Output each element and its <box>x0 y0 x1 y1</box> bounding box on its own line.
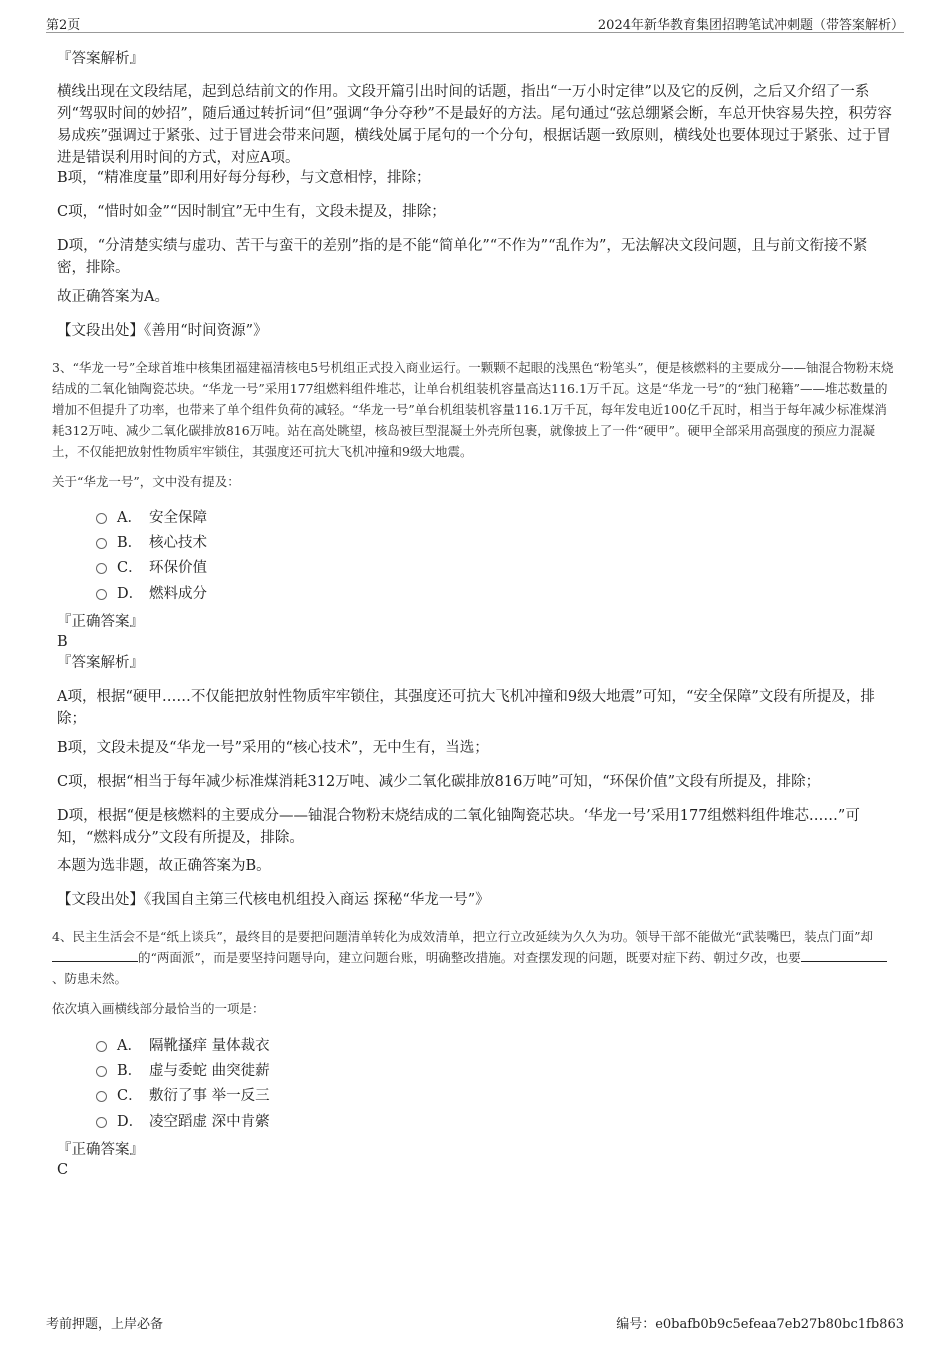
option-label: D． <box>117 1114 144 1130</box>
document-title: 2024年新华教育集团招聘笔试冲刺题（带答案解析） <box>597 18 904 33</box>
option-label: A． <box>117 510 142 526</box>
q3-analysis-c: C项，根据“相当于每年减少标准煤消耗312万吨、减少二氧化碳排放816万吨”可知，“环保价值”文段有所提及，排除； <box>57 774 821 790</box>
option-label: A． <box>117 1038 142 1054</box>
option-text: 虚与委蛇 曲突徙薪 <box>149 1063 270 1079</box>
q3-option-b[interactable] <box>96 532 207 554</box>
radio-icon[interactable] <box>96 563 107 574</box>
radio-icon[interactable] <box>96 1117 107 1128</box>
option-label: B． <box>117 535 143 551</box>
q3-analysis-b: B项，文段未提及“华龙一号”采用的“核心技术”，无中生有，当选； <box>57 740 489 756</box>
q4-option-a[interactable] <box>96 1035 270 1057</box>
q3-answer: B <box>57 634 68 650</box>
q3-analysis-d: D项，根据“便是核燃料的主要成分——铀混合物粉末烧结成的二氧化铀陶瓷芯块。‘华龙一号’采用177组燃料组件堆芯……”可知，“燃料成分”文段有所提及，排除。 <box>57 808 860 846</box>
page-header <box>46 14 904 33</box>
radio-icon[interactable] <box>96 538 107 549</box>
page-number: 第2页 <box>46 18 81 33</box>
document-id: 编号：e0bafb0b9c5efeaa7eb27b80bc1fb863 <box>616 1317 904 1332</box>
radio-icon[interactable] <box>96 589 107 600</box>
radio-icon[interactable] <box>96 1041 107 1052</box>
q3-option-a[interactable] <box>96 507 207 529</box>
option-text: 安全保障 <box>149 510 207 526</box>
q3-analysis-title: 『答案解析』 <box>57 655 144 671</box>
radio-icon[interactable] <box>96 1066 107 1077</box>
option-text: 核心技术 <box>149 535 207 551</box>
q2-analysis-title: 『答案解析』 <box>57 51 144 67</box>
q4-stem-part2: 的“两面派”，而是要坚持问题导向，建立问题台账，明确整改措施。对查摆发现的问题，既要对症下药、朝过夕改，也要 <box>138 950 801 965</box>
q4-stem-part3: 、防患未然。 <box>52 971 128 986</box>
q3-stem: 3、“华龙一号”全球首堆中核集团福建福清核电5号机组正式投入商业运行。一颗颗不起眼的浅黑色“粉笔头”，便是核燃料的主要成分——铀混合物粉末烧结成的二氧化铀陶瓷芯块。“华龙一号”采用177组燃料组件堆芯，让单台机组装机容量高达116.1万千瓦。这是“华龙一号”的“独门秘籍”——堆芯数量的增加不但提升了功率，也带来了单个组件负荷的减轻。“华龙一号”单台机组装机容量116.1万千瓦，每年发电近100亿千瓦时，相当于每年减少标准煤消耗312万吨、减少二氧化碳排放816万吨。站在高处眺望，核岛被巨型混凝土外壳所包裹，就像披上了一件“硬甲”。硬甲全部采用高强度的预应力混凝土，不仅能把放射性物质牢牢锁住，其强度还可抗大飞机冲撞和9级大地震。 <box>52 360 894 459</box>
q2-source: 【文段出处】《善用“时间资源”》 <box>57 323 268 339</box>
fill-blank-1 <box>52 949 138 962</box>
radio-icon[interactable] <box>96 513 107 524</box>
q4-option-b[interactable] <box>96 1060 270 1082</box>
q2-analysis-p3: C项，“惜时如金”“因时制宜”无中生有，文段未提及，排除； <box>57 204 446 220</box>
q3-conclusion: 本题为选非题，故正确答案为B。 <box>57 858 271 874</box>
radio-icon[interactable] <box>96 1091 107 1102</box>
q4-stem-part1: 4、民主生活会不是“纸上谈兵”，最终目的是要把问题清单转化为成效清单，把立行立改延续为久久为功。领导干部不能做光“武装嘴巴，装点门面”却 <box>52 929 874 944</box>
q3-option-d[interactable] <box>96 583 207 605</box>
q3-option-c[interactable] <box>96 557 207 579</box>
q2-analysis-p2: B项，“精准度量”即利用好每分每秒，与文意相悖，排除； <box>57 170 431 186</box>
option-text: 凌空蹈虚 深中肯綮 <box>149 1114 270 1130</box>
option-text: 隔靴搔痒 量体裁衣 <box>149 1038 270 1054</box>
q3-question: 关于“华龙一号”，文中没有提及： <box>52 474 240 489</box>
option-text: 燃料成分 <box>149 586 207 602</box>
option-label: C． <box>117 560 143 576</box>
option-label: D． <box>117 586 144 602</box>
option-text: 环保价值 <box>149 560 207 576</box>
q2-conclusion: 故正确答案为A。 <box>57 289 169 305</box>
footer-slogan: 考前押题，上岸必备 <box>46 1317 164 1332</box>
q2-analysis-p4: D项，“分清楚实绩与虚功、苦干与蛮干的差别”指的是不能“简单化”“不作为”“乱作为”，无法解决文段问题，且与前文衔接不紧密，排除。 <box>57 238 868 276</box>
q4-question: 依次填入画横线部分最恰当的一项是： <box>52 1001 265 1016</box>
option-label: B． <box>117 1063 143 1079</box>
q3-source: 【文段出处】《我国自主第三代核电机组投入商运 探秘“华龙一号”》 <box>57 892 490 908</box>
fill-blank-2 <box>801 949 887 962</box>
option-text: 敷衍了事 举一反三 <box>149 1088 270 1104</box>
q4-answer: C <box>57 1162 69 1178</box>
q4-option-c[interactable] <box>96 1085 270 1107</box>
q3-analysis-a: A项，根据“硬甲……不仅能把放射性物质牢牢锁住，其强度还可抗大飞机冲撞和9级大地震”可知，“安全保障”文段有所提及，排除； <box>57 689 875 727</box>
q4-option-d[interactable] <box>96 1111 270 1133</box>
q4-stem <box>52 926 897 989</box>
q3-answer-title: 『正确答案』 <box>57 614 144 630</box>
q4-answer-title: 『正确答案』 <box>57 1142 144 1158</box>
q2-analysis-p1: 横线出现在文段结尾，起到总结前文的作用。文段开篇引出时间的话题，指出“一万小时定律”以及它的反例，之后又介绍了一系列“驾驭时间的妙招”，随后通过转折词“但”强调“争分夺秒”不是最好的方法。尾句通过“弦总绷紧会断，车总开快容易失控，积劳容易成疾”强调过于紧张、过于冒进会带来问题，横线处属于尾句的一个分句，根据话题一致原则，横线处也要体现过于紧张、过于冒进是错误利用时间的方式，对应A项。 <box>57 84 892 166</box>
option-label: C． <box>117 1088 143 1104</box>
page-footer <box>46 1313 904 1332</box>
